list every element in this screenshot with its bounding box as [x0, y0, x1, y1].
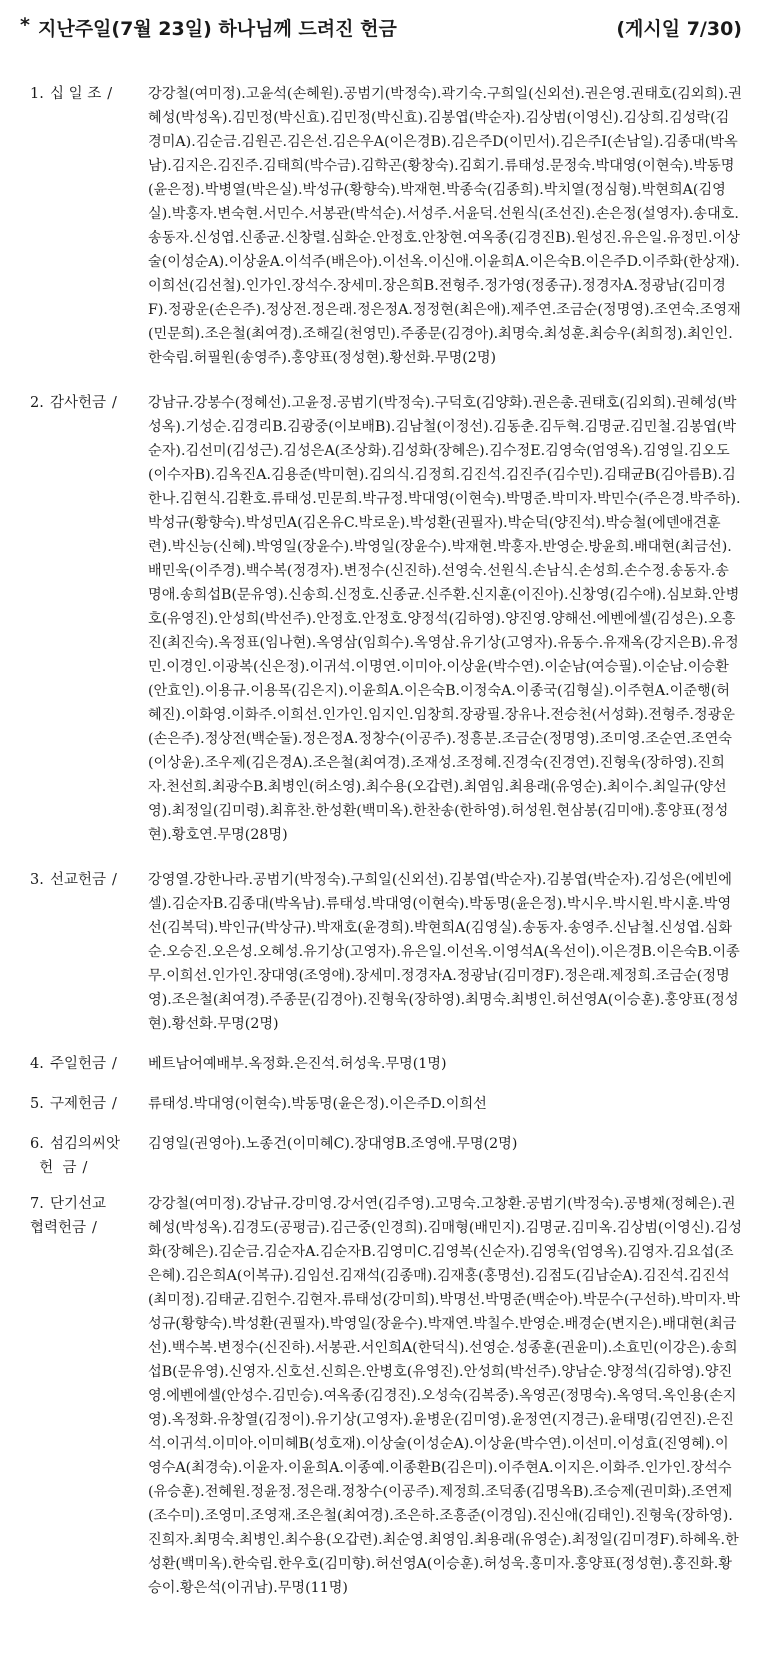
donor-names: 김영일(권영아).노종건(이미혜C).장대영B.조영애.무명(2명) [148, 1136, 518, 1152]
entry-category: 섬김의씨앗 헌 금 [39, 1136, 121, 1176]
entry-number: 6. [30, 1136, 44, 1152]
entry-category: 감사헌금 [50, 395, 107, 411]
entry-number: 2. [30, 395, 44, 411]
entry-label [30, 1132, 148, 1180]
entry-label [30, 1052, 148, 1076]
entry-slash: / [112, 395, 117, 411]
donor-names: 강남규.강봉수(정혜선).고윤정.공범기(박정숙).구덕호(김양화).권은총.권태호(김외희).권혜성(박성옥).기성순.김경리B.김광중(이보배B).김남철(이정선).김동춘.김두혁.김명균.김민철.김봉엽(박순자).김선미(김성근).김성은A(조상화).김성화(장혜은).김수정E.김영숙(엄영옥).김영일.김오도(이수자B).김옥진A.김용준(박미현).김의식.김정희.김진석.김진주(김수민).김태균B(김아름B).김한나.김현식.김환호.류태성.민문희.박규정.박대영(이현숙).박명준.박미자.박민수(주은경.박주하).박성규(황향숙).박성민A(김온유C.박로운).박성환(권필자).박순덕(양진석).박승철(에덴애견훈련).박신능(신혜).박영일(장윤수).박영일(장윤수).박재현.박홍자.반영순.방윤희.배대현(최금선).배민욱(이주경).백수복(정경자).변정수(신진하).선영숙.선원식.손남식.손성희.손수정.송동자.송명애.송희섭B(문유영).신송희.신정호.신종균.신주환.신지훈(이진아).신창영(김수애).심보화.안병호(유영진).안성희(박선주).안정호.안정호.양정석(김하영).양진영.양해선.에벤에셀(김성은).오흥진(최진숙).옥정표(임나현).옥영삼(임희수).옥영삼.유기상(고영자).유동수.유재옥(강지은B).유정민.이경인.이광복(신은정).이귀석.이명연.이미아.이상윤(박수연).이순남(여승필).이순남.이승환(안효인).이용규.이용목(김은지).이윤희A.이은숙B.이정숙A.이종국(김형실).이주현A.이준행(허혜진).이화영.이화주.이희선.인가인.임지인.임창희.장광필.장유나.전승천(서성화).전형주.정광운(손은주).정상전(백순둘).정은정A.정창수(이공주).정흥분.조금순(정명영).조미영.조순연.조연숙(이상윤).조우제(김은경A).조은철(최여경).조재성.조정혜.진경숙(진경연).진형욱(장하영).진희자.천선희.최광수B.최병인(허소영).최수용(오갑련).최염임.최용래(유영순).최이수.최일규(양선영).최정일(김미령).최휴찬.한성환(백미옥).한찬송(한하영).허성원.현삼봉(김미애).홍양표(정성현).황호연.무명(28명) [148, 395, 741, 843]
entry-category: 주일헌금 [50, 1056, 107, 1072]
entry-number: 7. [30, 1196, 44, 1212]
entry-number: 5. [30, 1096, 44, 1112]
entry-category: 선교헌금 [50, 872, 107, 888]
entry-category: 단기선교 협력헌금 [30, 1196, 107, 1236]
entry-label [30, 82, 148, 106]
offering-list [30, 82, 742, 1600]
posted-date: (게시일 7/30) [616, 18, 742, 40]
entry-slash: / [112, 1056, 117, 1072]
entry-label [30, 1192, 148, 1240]
entry-category: 십 일 조 [50, 86, 102, 102]
offering-entry-relief [30, 1092, 742, 1116]
entry-slash: / [107, 86, 113, 102]
donor-names: 강영열.강한나라.공범기(박정숙).구희일(신외선).김봉엽(박순자).김봉엽(박순자).김성은(에빈에셀).김순자B.김종대(박옥남).류태성.박대영(이현숙).박동명(윤은정).박시우.박시원.박시훈.박영선(김복덕).박인규(박상규).박재호(윤경희).박현희A(김영실).송동자.송영주.신남철.신성엽.심화순.오승진.오은성.오혜성.유기상(고영자).유은일.이선옥.이영석A(옥선이).이은경B.이은숙B.이종무.이희선.인가인.장대영(조영애).장세미.정경자A.정광남(김미경F).정은래.제정희.조금순(정명영).조은철(최여경).주종문(김경아).진형욱(장하영).최명숙.최병인.허선영A(이승훈).홍양표(정성현).황선화.무명(2명) [148, 872, 740, 1032]
donor-names: 강강철(여미정).강남규.강미영.강서연(김주영).고명숙.고창환.공범기(박정숙).공병채(정혜은).권혜성(박성옥).김경도(공평금).김근중(인경희).김매형(배민지).김명균.김미옥.김상범(이영신).김성화(장혜은).김순금.김순자A.김순자B.김영미C.김영복(신순자).김영욱(엄영옥).김영자.김요섭(조은혜).김은희A(이복규).김임선.김재석(김종매).김재홍(홍명선).김점도(김남순A).김진석.김진석(최미정).김태균.김헌수.김현자.류태성(강미희).박명선.박명준(백순아).박문수(구선하).박미자.박성규(황향숙).박성환(권필자).박영일(장윤수).박재연.박칠수.반영순.배경순(변지은).배대현(최금선).백수복.변정수(신진하).서봉관.서인희A(한덕식).선영순.성종훈(권윤미).소효민(이강은).송희섭B(문유영).신영자.신호선.신희은.안병호(유영진).안성희(박선주).양남순.양정석(김하영).양진영.에벤에셀(안성수.김민승).여옥종(김경진).오성숙(김복중).옥영곤(정명숙).옥영덕.옥인용(손지영).옥정화.유창열(김정이).유기상(고영자).윤병운(김미영).윤정연(지경근).윤태명(김연진).은진석.이귀석.이미아.이미혜B(성호재).이상술(이성순A).이상윤(박수연).이선미.이성효(진영혜).이영수A(최경숙).이윤자.이윤희A.이종예.이종환B(김은미).이주현A.이지은.이화주.인가인.장석수(유승훈).전혜원.정윤정.정은래.정창수(이공주).제정희.조덕종(김명옥B).조승제(권미화).조연제(조수미).조영미.조영재.조은철(최여경).조은하.조흥준(이경임).진신애(김태인).진형욱(장하영).진희자.최명숙.최병인.최수용(오갑련).최순영.최영임.최용래(유영순).최정일(김미경F).하혜옥.한성환(백미옥).한숙림.한우호(김미향).허선영A(이승훈).허성욱.홍미자.홍양표(정성현).홍진화.황승이.황은석(이귀남).무명(11명) [148, 1196, 743, 1596]
entry-label [30, 1092, 148, 1116]
entry-number: 3. [30, 872, 44, 888]
entry-number: 1. [30, 86, 44, 102]
entry-label [30, 391, 148, 415]
announcement-header [20, 14, 742, 42]
entry-slash: / [112, 872, 117, 888]
entry-slash: / [92, 1220, 97, 1236]
donor-names: 베트남어예배부.옥정화.은진석.허성욱.무명(1명) [148, 1056, 447, 1072]
entry-number: 4. [30, 1056, 44, 1072]
offering-entry-thanksgiving [30, 391, 742, 847]
offering-entry-tithe [30, 82, 742, 370]
entry-slash: / [82, 1160, 88, 1176]
donor-names: 강강철(여미정).고윤석(손혜원).공범기(박정숙).곽기숙.구희일(신외선).권은영.권태호(김외희).권혜성(박성옥).김민정(박신효).김민정(박신효).김봉엽(박순자).김상범(이영신).김상희.김성락(김경미A).김순금.김원곤.김은선.김은우A(이은경B).김은주D(이민서).김은주I(손남일).김종대(박옥남).김지은.김진주.김태희(박수금).김학곤(황창숙).김회기.류태성.문정숙.박대영(이현숙).박동명(윤은정).박병열(박은실).박성규(황향숙).박재현.박종숙(김종희).박치열(정심형).박현희A(김영실).박홍자.변숙현.서민수.서봉관(박석순).서성주.서윤덕.선원식(조선진).손은정(설영자).송대호.송동자.신성엽.신종균.신창렬.심화순.안정호.안창현.여옥종(김경진B).원성진.유은일.유정민.이상술(이성순A).이상윤A.이석주(배은아).이선옥.이신애.이윤희A.이은숙B.이은주D.이주화(한상재).이희선(김선철).인가인.장석수.장세미.장은희B.전형주.정가영(정종규).정경자A.정광남(김미경F).정광운(손은주).정상전.정은래.정은정A.정정현(최은애).제주연.조금순(정명영).조연숙.조영재(민문희).조은철(최여경).조해길(천영민).주종문(김경아).최명숙.최성훈.최승우(최희정).최인인.한숙림.허필원(송영주).홍양표(정성현).황선화.무명(2명) [148, 86, 743, 366]
bullet-asterisk: * [20, 14, 30, 36]
offering-entry-sunday [30, 1052, 742, 1076]
page-title: 지난주일(7월 23일) 하나님께 드려진 헌금 [38, 18, 397, 40]
offering-entry-missions [30, 868, 742, 1036]
entry-slash: / [112, 1096, 117, 1112]
donor-names: 류태성.박대영(이현숙).박동명(윤은정).이은주D.이희선 [148, 1096, 487, 1112]
offering-entry-short-term-mission [30, 1192, 742, 1600]
entry-label [30, 868, 148, 892]
entry-category: 구제헌금 [50, 1096, 107, 1112]
offering-entry-service-seed [30, 1132, 742, 1180]
